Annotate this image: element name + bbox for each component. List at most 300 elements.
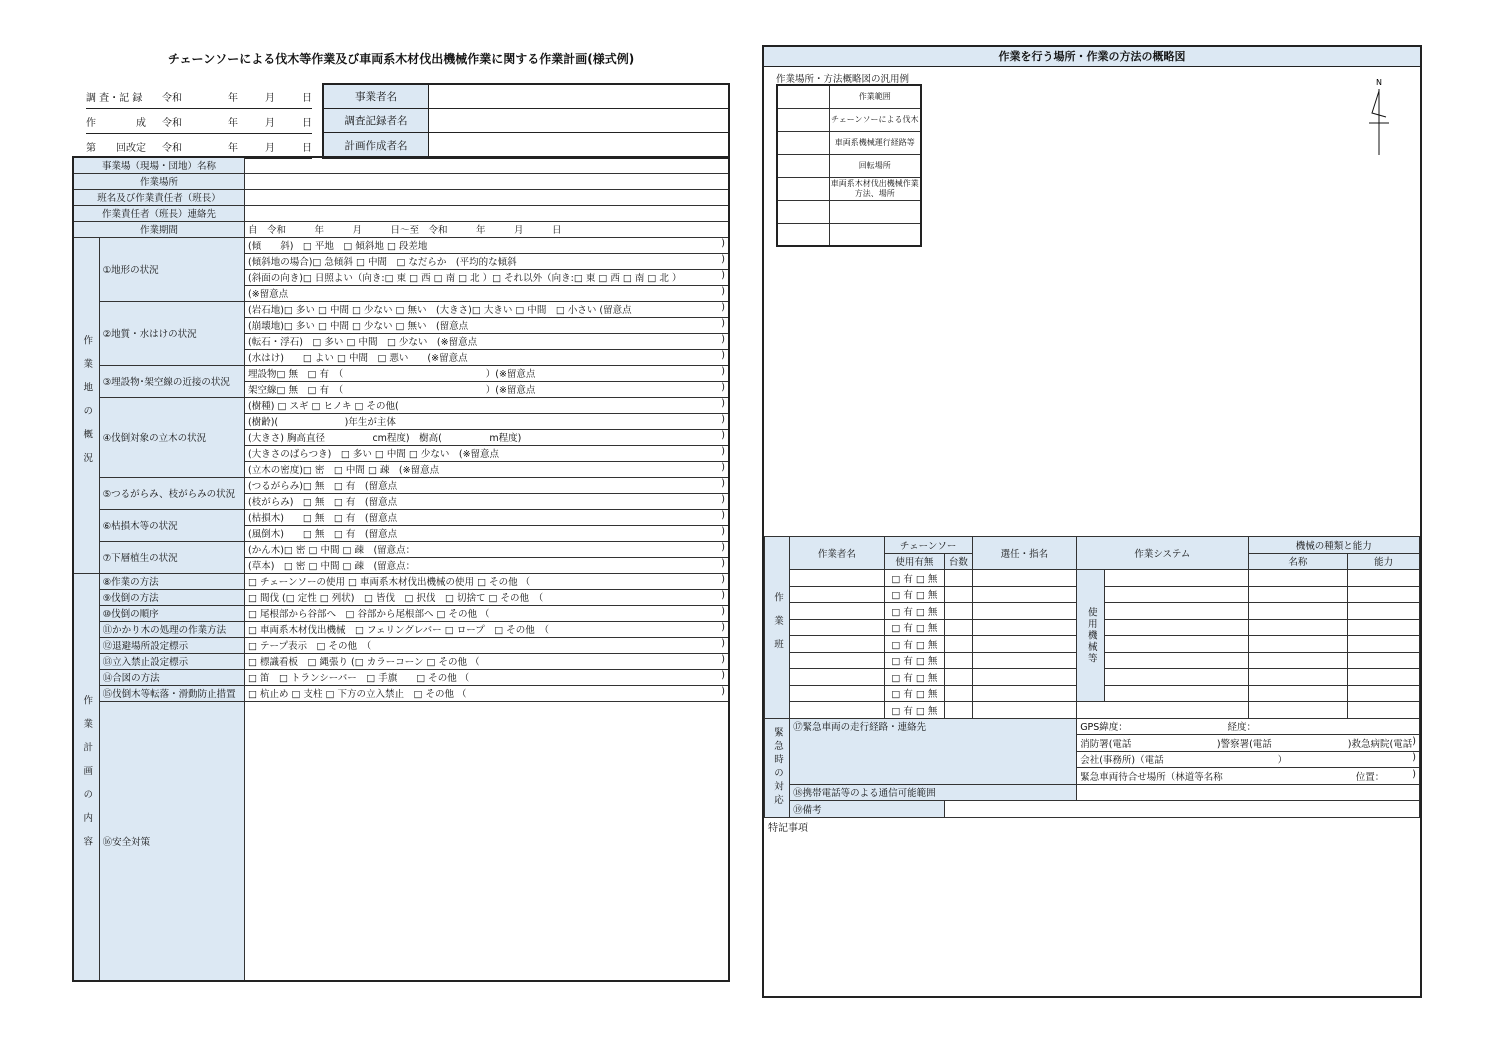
field-line [248,510,725,524]
field-line [248,526,725,540]
legend-label [829,200,921,223]
machine-name-field[interactable] [1248,603,1348,620]
chainsaw-use-checkbox[interactable]: □ 有 □ 無 [884,669,944,686]
use-header: 使用有無 [884,553,944,570]
chainsaw-use-checkbox[interactable]: □ 有 □ 無 [884,702,944,719]
condition-field[interactable] [245,509,729,525]
condition-row [73,477,729,493]
business-value-field[interactable] [429,109,728,132]
field-text: (傾斜地の場合)□ 急傾斜 □ 中間 □ なだらか (平均的な傾斜 [248,257,517,268]
business-label: 計画作成者名 [324,133,429,157]
legend-label: 回転場所 [829,154,921,177]
legend-row [777,131,921,154]
condition-field[interactable] [245,301,729,317]
date-header [86,84,312,159]
business-row [324,109,728,133]
worker-name-field[interactable] [790,685,885,702]
plan-row [73,605,729,621]
date-row [86,109,312,134]
selection-field[interactable] [972,636,1077,653]
condition-field[interactable] [245,477,729,493]
remarks-item: ⑲備考 [790,801,945,818]
section-label-plan: 作業計画の内容 [73,573,99,981]
field-line [248,334,725,348]
condition-item: ②地質・水はけの状況 [99,301,244,365]
plan-row [73,589,729,605]
plan-item: ⑪かかり木の処理の作業方法 [99,621,244,637]
field-line [248,478,725,492]
field-text: (風倒木) □ 無 □ 有 (留意点 [248,529,398,540]
system-field[interactable] [1105,669,1248,686]
diagram-panel [762,45,1422,998]
legend-swatch [777,223,829,246]
close-paren: ) [1412,752,1416,764]
close-paren: ) [721,526,725,537]
machine-capacity-field[interactable] [1348,652,1420,669]
field-text: □ 標識看板 □ 縄張り (□ カラーコーン □ その他 （ [248,657,480,668]
condition-field[interactable] [245,461,729,477]
crew-header-row [765,537,1420,554]
field-line [248,446,725,460]
field-text: 緊急車両待合せ場所（林道等名称 位置： [1080,771,1385,783]
close-paren: ) [721,318,725,329]
plan-field[interactable] [245,637,729,653]
close-paren: ) [1412,768,1416,780]
condition-field[interactable] [245,397,729,413]
machine-capacity-field[interactable] [1348,603,1420,620]
selection-field[interactable] [972,702,1077,719]
remarks-field[interactable] [945,801,1420,818]
close-paren: ) [721,350,725,361]
crew-table [764,536,1420,818]
chainsaw-header: チェーンソー [884,537,972,554]
field-line [248,398,725,412]
system-field[interactable] [1105,603,1248,620]
basic-row [73,221,729,237]
legend-swatch [777,154,829,177]
condition-field[interactable] [245,333,729,349]
selection-header: 選任・指名 [972,537,1077,570]
close-paren: ) [721,462,725,473]
chainsaw-count-field[interactable] [945,652,973,669]
basic-row [73,205,729,221]
system-field[interactable] [1105,570,1248,587]
basic-row [73,157,729,173]
comm-row [765,784,1420,801]
close-paren: ) [721,542,725,553]
legend-row [777,177,921,200]
close-paren: ) [1412,735,1416,747]
field-text: (斜面の向き)□ 日照よい（向き:□ 東 □ 西 □ 南 □ 北 ）□ それ以外（向き:□ 東 □ 西 □ 南 □ 北 ） [248,273,682,284]
plan-item: ⑮伐倒木等転落・滑動防止措置 [99,685,244,701]
legend-row [777,200,921,223]
plan-item: ⑩伐倒の順序 [99,605,244,621]
machine-name-field[interactable] [1248,619,1348,636]
chainsaw-count-field[interactable] [945,685,973,702]
legend-label: 作業範囲 [829,85,921,108]
page-title: チェーンソーによる伐木等作業及び車両系木材伐出機械作業に関する作業計画(様式例) [167,52,635,66]
chainsaw-use-checkbox[interactable]: □ 有 □ 無 [884,570,944,587]
machine-capacity-field[interactable] [1348,685,1420,702]
field-text: (大きさのばらつき) □ 多い □ 中間 □ 少ない (※留意点 [248,449,500,460]
condition-field[interactable] [245,317,729,333]
condition-field[interactable] [245,557,729,573]
safety-label: ⑯安全対策 [99,701,244,981]
field-text: (転石・浮石) □ 多い □ 中間 □ 少ない (※留意点 [248,337,478,348]
legend-row [777,85,921,108]
field-line [248,350,725,364]
emergency-field[interactable] [1077,718,1420,735]
system-field[interactable] [1105,636,1248,653]
machine-name-field[interactable] [1248,685,1348,702]
field-text: 架空線□ 無 □ 有 （ ）(※留意点 [248,385,536,396]
machine-capacity-field[interactable] [1348,702,1420,719]
basic-value[interactable] [245,205,729,221]
close-paren: ) [721,558,725,569]
condition-item: ⑦下層植生の状況 [99,541,244,573]
plan-field[interactable] [245,669,729,685]
condition-field[interactable] [245,525,729,541]
basic-label: 班名及び作業責任者（班長） [73,189,245,205]
emergency-row [765,718,1420,735]
business-value-field[interactable] [429,85,728,108]
close-paren: ) [721,302,725,313]
machine-capacity-field[interactable] [1348,570,1420,587]
field-line [248,254,725,268]
plan-field[interactable] [245,573,729,589]
plan-field[interactable] [245,605,729,621]
plan-item: ⑫退避場所設定標示 [99,637,244,653]
field-line [248,606,725,620]
condition-field[interactable] [245,541,729,557]
field-text: 会社(事務所)（電話 ） [1080,755,1288,767]
basic-label: 作業場所 [73,173,245,189]
worker-name-field[interactable] [790,652,885,669]
basic-value[interactable]: 自 令和 年 月 日～至 令和 年 月 日 [245,221,729,237]
chainsaw-count-field[interactable] [945,586,973,603]
field-line [248,590,725,604]
legend-swatch [777,108,829,131]
worker-name-field[interactable] [790,702,885,719]
field-text: (草本) □ 密 □ 中間 □ 疎 (留意点： [248,561,416,572]
field-text: (枯損木) □ 無 □ 有 (留意点 [248,513,398,524]
close-paren: ) [721,254,725,265]
selection-field[interactable] [972,669,1077,686]
emergency-field[interactable] [1077,768,1420,785]
field-line [248,382,725,396]
field-text: □ 笛 □ トランシーバー □ 手旗 □ その他 （ [248,673,470,684]
condition-row [73,509,729,525]
basic-label: 作業期間 [73,221,245,237]
date-y: 年 [227,92,238,104]
date-era: 令和 [161,142,182,154]
legend-swatch [777,85,829,108]
emergency-section-label: 緊急時の対応 [765,718,790,817]
field-text: (樹齢)( )年生が主体 [248,417,396,428]
selection-field[interactable] [972,619,1077,636]
chainsaw-use-checkbox[interactable]: □ 有 □ 無 [884,586,944,603]
condition-item: ③埋設物･架空線の近接の状況 [99,365,244,397]
date-era: 令和 [161,117,182,129]
field-text: □ 車両系木材伐出機械 □ フェリングレバー □ ロープ □ その他 （ [248,625,549,636]
field-line [248,670,725,684]
legend-label: チェーンソーによる伐木 [829,108,921,131]
condition-field[interactable] [245,445,729,461]
machine-capacity-field[interactable] [1348,586,1420,603]
close-paren: ) [721,574,725,585]
north-arrow-icon [1364,77,1394,157]
date-label: 作 成 [86,117,146,129]
chainsaw-count-field[interactable] [945,619,973,636]
chainsaw-count-field[interactable] [945,603,973,620]
close-paren: ) [721,382,725,393]
safety-row [73,701,729,981]
plan-field[interactable] [245,685,729,701]
close-paren: ) [721,510,725,521]
field-line [248,286,725,300]
machine-name-header: 名称 [1248,553,1348,570]
field-text: (立木の密度)□ 密 □ 中間 □ 疎 (※留意点 [248,465,440,476]
worker-name-field[interactable] [790,603,885,620]
north-label: N [1376,78,1382,87]
condition-field[interactable] [245,349,729,365]
chainsaw-use-checkbox[interactable]: □ 有 □ 無 [884,636,944,653]
field-line [1080,769,1416,783]
business-row [324,133,728,157]
basic-value[interactable] [245,157,729,173]
field-line [1080,752,1416,766]
selection-field[interactable] [972,570,1077,587]
date-m: 月 [264,92,275,104]
business-info [322,83,730,159]
remarks-row [765,801,1420,818]
date-era: 令和 [161,92,182,104]
condition-row [73,541,729,557]
machine-name-field[interactable] [1248,652,1348,669]
close-paren: ) [721,478,725,489]
chainsaw-count-field[interactable] [945,636,973,653]
field-text: (大きさ) 胸高直径 cm程度) 樹高( m程度) [248,433,522,444]
condition-field[interactable] [245,237,729,253]
machine-name-field[interactable] [1248,702,1348,719]
close-paren: ) [721,446,725,457]
field-text: (※留意点 [248,289,289,300]
basic-label: 作業責任者（班長）連絡先 [73,205,245,221]
field-line [248,494,725,508]
close-paren: ) [721,606,725,617]
condition-field[interactable] [245,493,729,509]
chainsaw-use-checkbox[interactable]: □ 有 □ 無 [884,652,944,669]
field-text: (枝がらみ) □ 無 □ 有 (留意点 [248,497,398,508]
condition-field[interactable] [245,381,729,397]
close-paren: ) [721,398,725,409]
plan-row [73,637,729,653]
field-text: (つるがらみ)□ 無 □ 有 (留意点 [248,481,398,492]
plan-item: ⑧作業の方法 [99,573,244,589]
machine-capacity-field[interactable] [1348,636,1420,653]
condition-item: ⑤つるがらみ、枝がらみの状況 [99,477,244,509]
field-line [248,430,725,444]
legend-row [777,108,921,131]
close-paren: ) [721,366,725,377]
selection-field[interactable] [972,685,1077,702]
system-field[interactable] [1105,586,1248,603]
date-m: 月 [264,117,275,129]
close-paren: ) [721,638,725,649]
emergency-item: ⑰緊急車両の走行経路・連絡先 [790,718,1077,784]
machine-header: 機械の種類と能力 [1248,537,1419,554]
machine-capacity-field[interactable] [1348,619,1420,636]
field-line [248,238,725,252]
field-text: (水はけ) □ よい □ 中間 □ 悪い (※留意点 [248,353,468,364]
comm-item: ⑱携帯電話等のよる通信可能範囲 [790,784,1077,801]
business-row [324,85,728,109]
plan-item: ⑬立入禁止設定標示 [99,653,244,669]
field-text: □ 間伐 (□ 定性 □ 列状) □ 皆伐 □ 択伐 □ 切捨て □ その他 （ [248,593,544,604]
condition-row [73,397,729,413]
machine-name-field[interactable] [1248,636,1348,653]
plan-table [72,156,730,982]
machine-name-field[interactable] [1248,669,1348,686]
machine-name-field[interactable] [1248,570,1348,587]
legend-swatch [777,131,829,154]
chainsaw-use-checkbox[interactable]: □ 有 □ 無 [884,619,944,636]
worker-name-field[interactable] [790,636,885,653]
condition-field[interactable] [245,413,729,429]
condition-field[interactable] [245,429,729,445]
field-line [248,318,725,332]
close-paren: ) [721,494,725,505]
crew-row [765,702,1420,719]
field-text: 埋設物□ 無 □ 有 （ ）(※留意点 [248,369,536,380]
count-header: 台数 [945,553,973,570]
machine-capacity-header: 能力 [1348,553,1420,570]
chainsaw-count-field[interactable] [945,570,973,587]
selection-field[interactable] [972,652,1077,669]
close-paren: ) [721,414,725,425]
system-field[interactable] [1105,619,1248,636]
date-label: 調 査・記 録 [86,92,143,104]
date-row [86,84,312,109]
close-paren: ) [721,590,725,601]
field-line [248,414,725,428]
system-field[interactable] [1105,685,1248,702]
legend-swatch [777,200,829,223]
used-machines-label: 使用機械等 [1077,570,1105,702]
selection-field[interactable] [972,586,1077,603]
legend-label [829,223,921,246]
plan-field[interactable] [245,621,729,637]
condition-row [73,301,729,317]
legend-row [777,223,921,246]
close-paren: ) [721,622,725,633]
field-text: □ チェーンソーの使用 □ 車両系木材伐出機械の使用 □ その他 （ [248,577,531,588]
field-text: □ テープ表示 □ その他 （ [248,641,372,652]
field-text: (傾 斜) □ 平地 □ 傾斜地 □ 段差地 [248,241,428,252]
basic-label: 事業場（現場・団地）名称 [73,157,245,173]
safety-field[interactable] [245,701,729,981]
legend-label: 車両系木材伐出機械作業方法、場所 [829,177,921,200]
condition-field[interactable] [245,285,729,301]
close-paren: ) [721,334,725,345]
condition-row [73,237,729,253]
close-paren: ) [721,670,725,681]
basic-value[interactable] [245,173,729,189]
field-line [248,638,725,652]
close-paren: ) [721,654,725,665]
legend-row [777,154,921,177]
date-label: 第 回改定 [86,142,146,154]
field-line [248,686,725,700]
crew-row [765,570,1420,587]
comm-field[interactable] [1077,784,1420,801]
condition-field[interactable] [245,365,729,381]
close-paren: ) [721,238,725,249]
field-text: (崩壊地)□ 多い □ 中間 □ 少ない □ 無い (留意点 [248,321,469,332]
plan-row [73,653,729,669]
worker-name-field[interactable] [790,586,885,603]
close-paren: ) [721,686,725,697]
selection-field[interactable] [972,603,1077,620]
chainsaw-count-field[interactable] [945,702,973,719]
condition-item: ①地形の状況 [99,237,244,301]
field-text: GPS緯度： 経度： [1080,722,1257,734]
worker-name-field[interactable] [790,669,885,686]
condition-field[interactable] [245,269,729,285]
plan-row [73,669,729,685]
section-label-site: 作業地の概況 [73,237,99,573]
field-text: □ 尾根部から谷部へ □ 谷部から尾根部へ □ その他 （ [248,609,490,620]
system-header: 作業システム [1077,537,1248,570]
emergency-field[interactable] [1077,735,1420,752]
worker-name-field[interactable] [790,619,885,636]
chainsaw-count-field[interactable] [945,669,973,686]
machine-name-field[interactable] [1248,586,1348,603]
field-line [248,270,725,284]
emergency-field[interactable] [1077,751,1420,768]
condition-field[interactable] [245,253,729,269]
date-y: 年 [227,142,238,154]
legend-caption: 作業場所・方法概略図の汎用例 [776,74,910,85]
plan-field[interactable] [245,589,729,605]
plan-row [73,573,729,589]
date-y: 年 [227,117,238,129]
date-m: 月 [264,142,275,154]
machine-capacity-field[interactable] [1348,669,1420,686]
system-field[interactable] [1077,702,1248,719]
field-line [248,558,725,572]
field-line [248,302,725,316]
business-value-field[interactable] [429,133,728,157]
basic-value[interactable] [245,189,729,205]
plan-row [73,685,729,701]
legend-swatch [777,177,829,200]
worker-name-field[interactable] [790,570,885,587]
system-field[interactable] [1105,652,1248,669]
plan-field[interactable] [245,653,729,669]
chainsaw-use-checkbox[interactable]: □ 有 □ 無 [884,685,944,702]
field-line [248,366,725,380]
plan-item: ⑨伐倒の方法 [99,589,244,605]
legend-table [776,84,922,247]
field-line [248,542,725,556]
date-d: 日 [302,142,312,154]
field-line [248,622,725,636]
field-text: (樹種) □ スギ □ ヒノキ □ その他( [248,401,399,412]
field-line [248,574,725,588]
plan-row [73,621,729,637]
chainsaw-use-checkbox[interactable]: □ 有 □ 無 [884,603,944,620]
